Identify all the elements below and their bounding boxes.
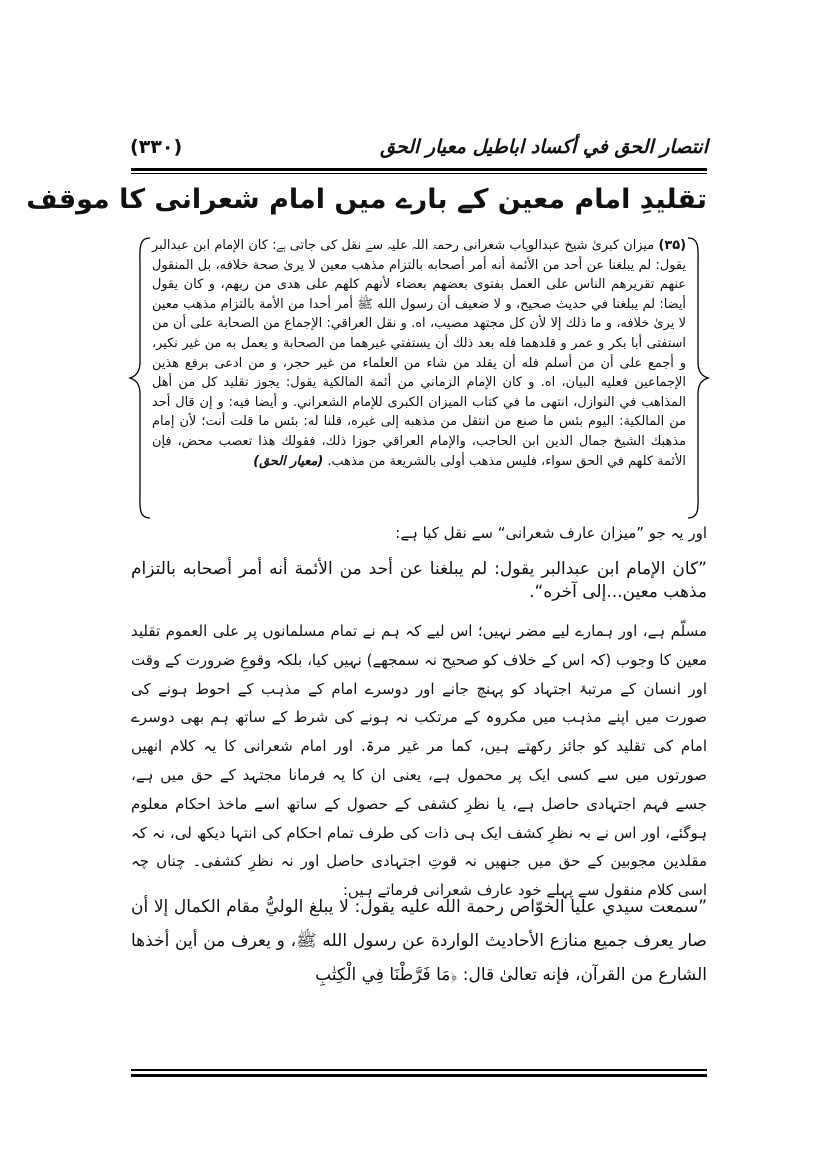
section-heading: تقلیدِ امام معین کے بارے میں امام شعرانی کا موقف xyxy=(26,184,707,215)
quote-text: میزان کبریٰ شیخ عبدالوہاب شعرانی رحمۃ اللہ علیہ سے نقل کی جاتی ہے: كان الإمام ابن عبدالبر يقول: لم يبلغنا عن أحد من الأئمة أنه أمر أصحابه بالتزام مذهب معين لا يرىٰ صحة خلافه، بل المنقول عنهم تقريرهم الناس على العمل بفتوى بعضهم بعضاء لأنهم كلهم على هدى من ربهم، و كان يقول أيضا: لم يبلغنا في حديث صحيح، و لا ضعيف أن رسول الله ﷺ أمر أحدا من الأمة بالتزام مذهب معين لا يرىٰ خلافه، و ما ذلك إلا لأن كل مجتهد مصيب، اه. و نقل العراقي: الإجماع من الصحابة على أن من استفتى أبا بكر و عمر و قلدهما فله بعد ذلك أن يستفتي غيرهما من الصحابة و يعمل به من غير نكير، و أجمع على أن من أسلم فله أن يقلد من شاء من العلماء من غير حجر، و من ادعى برفع هذين الإجماعين فعليه البيان، اه. و كان الإمام الزماني من أئمة المالكية يقول: يجوز تقليد كل من أهل المذاهب في النوازل، انتهى ما في كتاب الميزان الكبرى للإمام الشعراني. و أيضا فيه: و إن قال أحد من المالكية: اليوم بئس ما صنع من انتقل من مذهبه إلى غيره، قلنا له: بئس ما قلت أنت؛ لأن إمام مذهبك الشيخ جمال الدين ابن الحاجب، والإمام العراقي جوزا ذلك، فقولك هذا تعصب محض، فإن الأئمة كلهم في الحق سواء، فليس مذهب أولى بالشريعة من مذهب. xyxy=(152,238,686,469)
arabic-quote-2-lead: ”سمعت سيدي عليا الخوّاص رحمة الله عليه يقول: xyxy=(354,897,707,917)
header-rule-thick xyxy=(131,168,707,171)
quote-number: (۳۵) xyxy=(658,238,686,253)
arabic-quote-2 xyxy=(131,890,707,992)
footer-rule-thick xyxy=(131,1074,707,1077)
right-brace-icon xyxy=(686,236,710,520)
lead-line xyxy=(131,522,707,544)
page-number: (۳۳۰) xyxy=(130,136,183,158)
footer-rule-thin xyxy=(131,1069,707,1071)
header-rule-thin xyxy=(131,173,707,174)
urdu-commentary-text: مسلّم ہے، اور ہمارے لیے مضر نہیں؛ اس لیے کہ ہم نے تمام مسلمانوں پر علی العموم تقلید معین کا وجوب (کہ اس کے خلاف کو صحیح نہ سمجھے) نہیں کیا، بلکہ وقوعِ ضرورت کے وقت اور انسان کے مرتبۂ اجتہاد کو پہنچ جانے اور دوسرے امام کے مذہب کے احوط ہونے کی صورت میں اپنے مذہب میں مکروہ کے مرتکب نہ ہونے کی شرط کے ساتھ ہم بھی دوسرے امام کی تقلید کو جائز رکھتے ہیں، کما مر غیر مرۃ. اور امام شعرانی کا یہ کلام انھیں صورتوں میں سے کسی ایک پر محمول ہے، یعنی ان کا یہ فرمانا مجتہد کے حق میں ہے، جسے فہم اجتہادی حاصل ہے، یا نظرِ کشفی کے حصول کے ساتھ اسے ماخذ احکام معلوم ہوگئے، اور اس نے بہ نظرِ کشف ایک ہی ذات کی طرف تمام احکام کی انتہا دیکھ لی، نہ کہ مقلدین مجوبین کے حق میں جنھیں نہ قوتِ اجتہادی حاصل اور نہ نظرِ کشفی۔ چناں چہ اسی کلام منقول سے پہلے خود عارف شعرانی فرماتے ہیں: xyxy=(131,622,707,900)
arabic-quote-1 xyxy=(131,558,707,604)
arabic-quote-1-text: ”كان الإمام ابن عبدالبر يقول: لم يبلغنا عن أحد من الأئمة أنه أمر أصحابه بالتزام مذهب معين...إلى آخره“. xyxy=(131,559,707,602)
lead-text: اور یہ جو ”میزان عارف شعرانی“ سے نقل کیا ہے: xyxy=(395,524,707,542)
quoted-passage xyxy=(152,236,686,471)
arabic-quote-2-text: لا يبلغ الوليُّ مقام الكمال إلا أن صار يعرف جميع منازع الأحاديث الواردة عن رسول الله ﷺ، و يعرف من أين أخذها الشارع من القرآن، فإنه تعالىٰ قال: ﴿مَا فَرَّطْنَا فِي الْكِتٰبِ xyxy=(131,897,707,985)
running-header-title: انتصار الحق في أكساد اباطيل معيار الحق xyxy=(380,136,708,158)
urdu-commentary xyxy=(131,617,707,905)
quote-source: (معیار الحق) xyxy=(253,453,324,469)
left-brace-icon xyxy=(128,236,152,520)
